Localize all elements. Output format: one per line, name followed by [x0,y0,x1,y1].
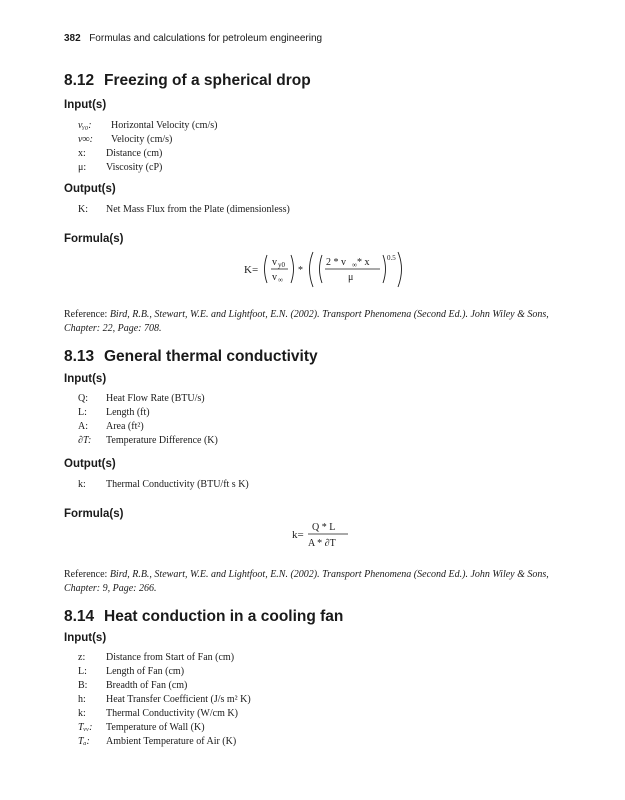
list-item [78,434,218,448]
page-number: 382 [64,33,81,44]
frac-num-sub: y0 [278,261,285,269]
list-item [78,735,251,749]
input-description: Ambient Temperature of Air (K) [106,736,237,747]
list-item [78,406,218,420]
running-title: Formulas and calculations for petroleum engineering [89,33,323,44]
paren-left [320,255,323,283]
list-item [78,721,251,735]
section-heading: General thermal conductivity [104,348,318,365]
input-description: Heat Transfer Coefficient (J/s m² K) [106,694,251,705]
input-description: Viscosity (cP) [106,162,163,173]
section-heading: Freezing of a spherical drop [104,72,311,89]
fraction-numerator: Q * L [312,522,336,533]
input-symbol: h: [78,694,86,705]
inputs-list [78,651,251,749]
outputs-heading: Output(s) [64,183,116,195]
reference-text: Bird, R.B., Stewart, W.E. and Lightfoot, E.N. (2002). Transport Phenomena (Second Ed.). John Wiley & Sons, Chapter: 22, Page: 708. [64,309,549,334]
inner-num: 2 * v [326,257,346,268]
outputs-list [78,478,249,492]
reference-prefix: Reference: [64,569,110,580]
input-symbol: A: [78,421,88,432]
list-item [78,392,218,406]
outputs-heading: Output(s) [64,458,116,470]
input-symbol: ∂T: [78,435,92,446]
input-symbol: Tᵥᵥ: [78,722,93,733]
list-item [78,707,251,721]
paren-right [291,255,294,283]
formula-8-12 [240,250,410,290]
input-description: Horizontal Velocity (cm/s) [111,120,218,131]
reference-8-12 [64,308,569,336]
input-description: Area (ft²) [106,421,144,432]
inputs-heading: Input(s) [64,373,107,385]
inputs-heading: Input(s) [64,99,107,111]
input-symbol: Q: [78,393,88,404]
reference-8-13 [64,568,569,596]
input-description: Velocity (cm/s) [111,134,173,145]
frac-den-v: v [272,272,277,283]
inner-num-tail: * x [357,257,370,268]
frac-num-v: v [272,257,277,268]
input-description: Temperature Difference (K) [106,435,218,446]
frac-den-sub: ∞ [278,276,283,284]
input-description: Length (ft) [106,407,150,418]
inputs-heading: Input(s) [64,632,107,644]
input-description: Heat Flow Rate (BTU/s) [106,393,205,404]
input-symbol: B: [78,680,88,691]
paren-right [383,255,386,283]
input-symbol: L: [78,666,87,677]
section-title-8-12 [64,72,311,90]
paren-left [310,252,314,287]
input-description: Breadth of Fan (cm) [106,680,188,691]
output-description: Thermal Conductivity (BTU/ft s K) [106,479,249,490]
input-description: Temperature of Wall (K) [106,722,205,733]
input-symbol: k: [78,708,86,719]
output-description: Net Mass Flux from the Plate (dimensionless) [106,204,290,215]
section-number: 8.14 [64,608,95,625]
reference-prefix: Reference: [64,309,110,320]
running-header [64,33,322,44]
list-item [78,161,217,175]
formula-lhs: k= [292,529,304,541]
times-sign: * [298,265,303,276]
input-symbol: L: [78,407,87,418]
formula-8-13 [290,518,370,554]
input-symbol: μ: [78,162,87,173]
section-number: 8.12 [64,72,95,89]
list-item [78,651,251,665]
exponent: 0.5 [387,254,396,262]
input-description: Distance from Start of Fan (cm) [106,652,235,663]
outputs-list [78,203,290,217]
input-symbol: v∞: [78,134,93,145]
input-symbol: z: [78,652,86,663]
paren-left [265,255,268,283]
list-item [78,203,290,217]
inputs-list [78,119,217,175]
formula-heading: Formula(s) [64,508,124,520]
list-item [78,420,218,434]
input-description: Distance (cm) [106,148,163,159]
paren-right [398,252,402,287]
list-item [78,478,249,492]
inner-num-sub: ∞ [352,261,357,269]
list-item [78,665,251,679]
section-heading: Heat conduction in a cooling fan [104,608,344,625]
input-description: Length of Fan (cm) [106,666,185,677]
input-symbol: x: [78,148,86,159]
input-description: Thermal Conductivity (W/cm K) [106,708,238,719]
list-item [78,679,251,693]
list-item [78,133,217,147]
fraction-denominator: A * ∂T [308,538,336,549]
list-item [78,119,217,133]
input-symbol: Tₐ: [78,736,90,747]
output-symbol: K: [78,204,88,215]
section-title-8-13 [64,348,318,366]
list-item [78,693,251,707]
output-symbol: k: [78,479,86,490]
inputs-list [78,392,218,448]
formula-lhs: K= [244,264,259,276]
section-number: 8.13 [64,348,95,365]
section-title-8-14 [64,608,343,626]
list-item [78,147,217,161]
input-symbol: vᵧ₀: [78,120,92,131]
inner-den: μ [348,272,354,283]
formula-heading: Formula(s) [64,233,124,245]
reference-text: Bird, R.B., Stewart, W.E. and Lightfoot, E.N. (2002). Transport Phenomena (Second Ed.). John Wiley & Sons, Chapter: 9, Page: 266. [64,569,549,594]
